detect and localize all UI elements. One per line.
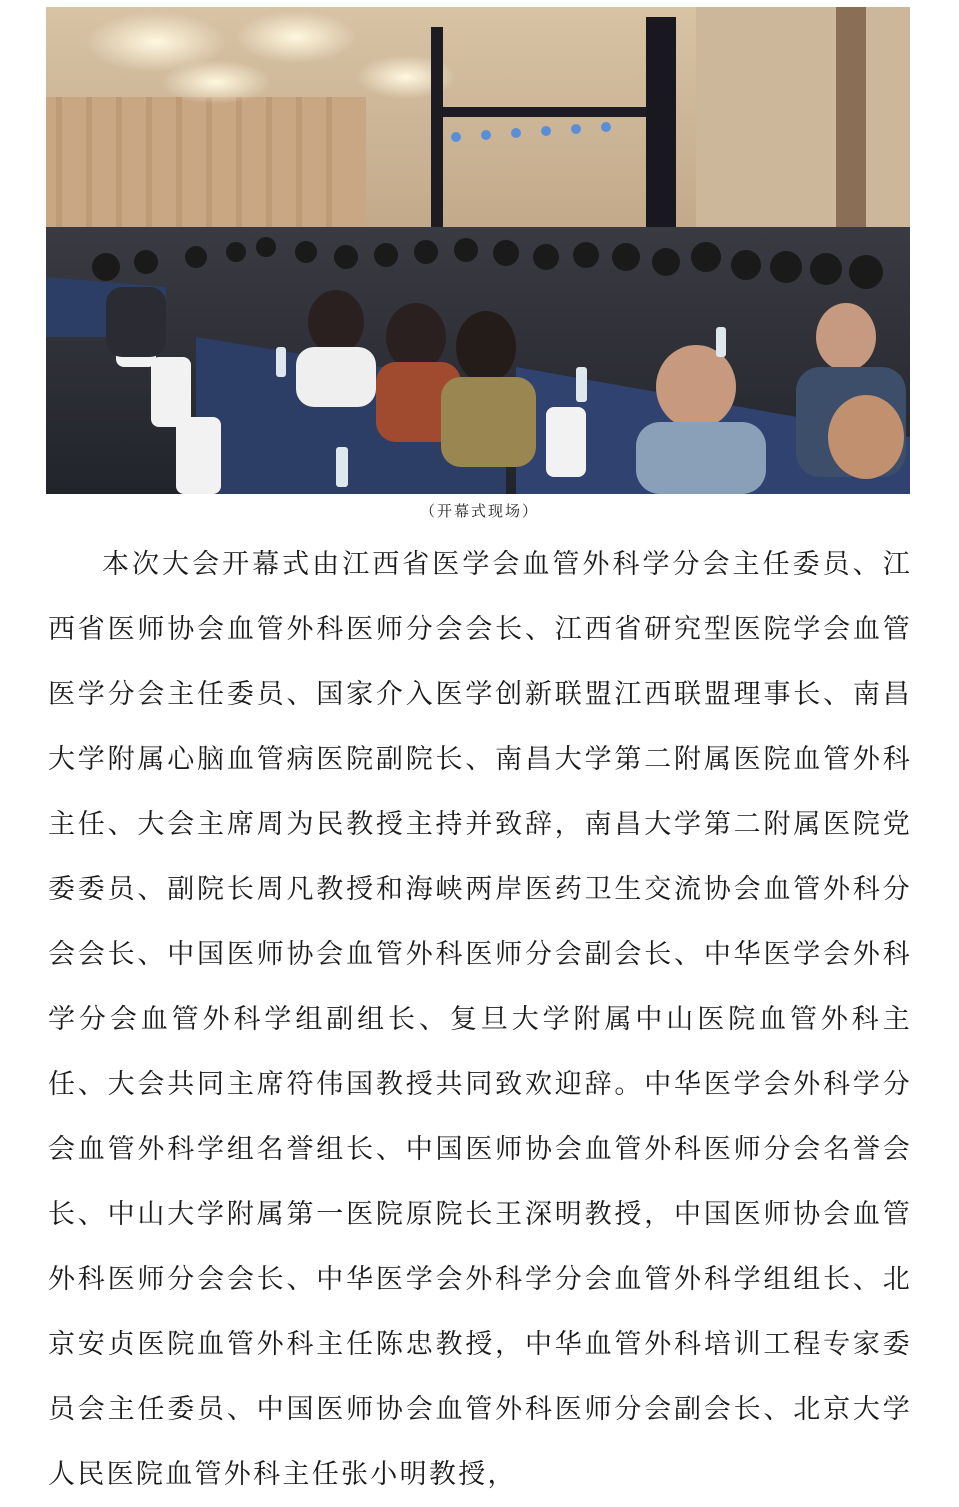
article-paragraph: 本次大会开幕式由江西省医学会血管外科学分会主任委员、江西省医师协会血管外科医师分会会长、江西省研究型医院学会血管医学分会主任委员、国家介入医学创新联盟江西联盟理事长、南昌大学附属心脑血管病医院副院长、南昌大学第二附属医院血管外科主任、大会主席周为民教授主持并致辞，南昌大学第二附属医院党委委员、副院长周凡教授和海峡两岸医药卫生交流协会血管外科分会会长、中国医师协会血管外科医师分会副会长、中华医学会外科学分会血管外科学组副组长、复旦大学附属中山医院血管外科主任、大会共同主席符伟国教授共同致欢迎辞。中华医学会外科学分会血管外科学组名誉组长、中国医师协会血管外科医师分会名誉会长、中山大学附属第一医院原院长王深明教授，中国医师协会血管外科医师分会会长、中华医学会外科学分会血管外科学组组长、北京安贞医院血管外科主任陈忠教授，中华血管外科培训工程专家委员会主任委员、中国医师协会血管外科医师分会副会长、北京大学人民医院血管外科主任张小明教授，	[48, 549, 912, 1490]
conference-photo	[46, 7, 910, 494]
photo-caption: （开幕式现场）	[419, 502, 539, 520]
conference-hall-image	[46, 7, 910, 494]
